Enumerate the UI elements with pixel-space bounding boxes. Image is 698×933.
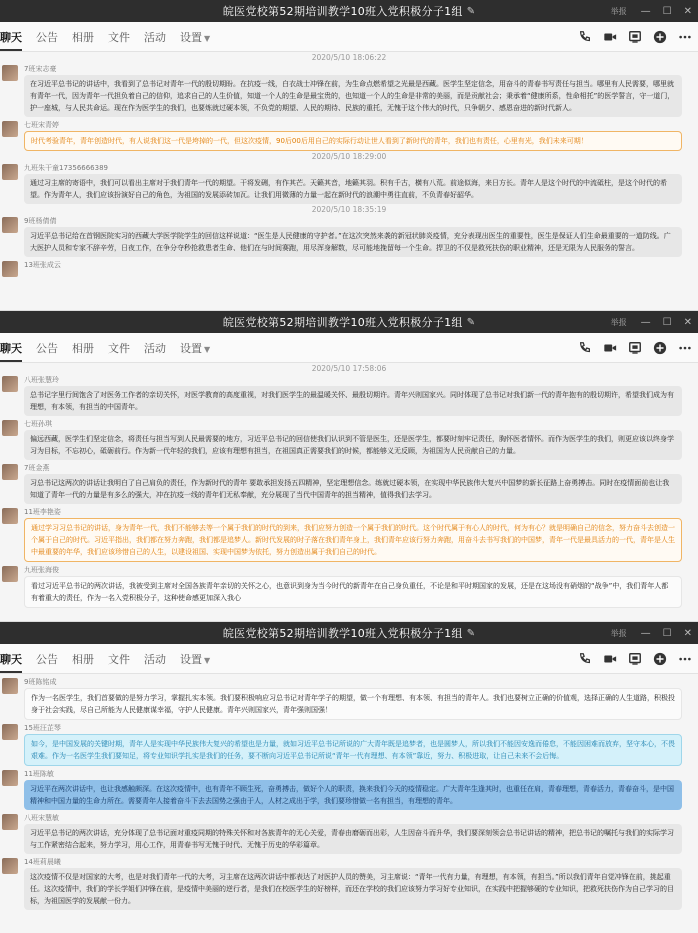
- message-item: [0, 565, 698, 608]
- message-item: [0, 216, 698, 257]
- sender-name[interactable]: 13班张成云: [24, 261, 61, 269]
- phone-icon[interactable]: [578, 652, 592, 666]
- window-controls: [611, 0, 692, 22]
- window-controls: [611, 622, 692, 644]
- sender-name[interactable]: 八班宋慧敏: [24, 814, 59, 822]
- tab-chat[interactable]: 聊天: [0, 651, 22, 673]
- message-timestamp: 2020/5/10 18:06:22: [311, 53, 387, 62]
- message-item: [0, 723, 698, 766]
- screen-share-icon[interactable]: [628, 30, 642, 44]
- add-icon[interactable]: [653, 652, 667, 666]
- sender-name[interactable]: 15班汪芷琴: [24, 724, 61, 732]
- chat-window-2: [0, 311, 698, 622]
- message-bubble[interactable]: 习近平在两次讲话中，也让我感触颇深。在这次疫情中，也有青年不顾生死，奋勇搏击，做好个人的职责，换来我们今天的疫情稳定。广大青年生逢其时，也重任在肩，青春理想，青春活力，青春奋斗，是中国精神和中国力量的生命力所在。需要青年人接着奋斗下去去国势之强由于人，人材之成出于学，我们要珍惜做一名有担当，有理想的青年。: [24, 780, 682, 810]
- message-timestamp: 2020/5/10 17:58:06: [311, 364, 387, 373]
- message-bubble[interactable]: 偏远西藏，医学生们坚定信念，将责任与担当写到人民最需要的地方，习近平总书记的回信使我们认识到不管是医生，还是医学生，都要时刻牢记责任，胸怀医者情怀。而作为医学生的我们，则更应该以终身学习为目标，不忘初心，砥砺前行。作为新一代年轻的我们，应该有理想有担当，在祖国真正需要我们的时候，都能够义无反顾，为祖国为人民贡献自己的力量。: [24, 430, 682, 460]
- message-bubble[interactable]: 作为一名医学生，我们首要做的是努力学习，掌握扎实本领。我们要积极响应习总书记对青年学子的期望，做一个有理想、有本领、有担当的青年人。我们也要树立正确的价值观，选择正确的人生道路，积极投身于社会实践，尽自己所能为人民健康谋幸福，守护人民健康。青年兴则国家兴，青年强则国强！: [24, 688, 682, 720]
- sender-name[interactable]: 9班陈铭成: [24, 678, 57, 686]
- close-icon[interactable]: ✕: [683, 5, 692, 17]
- close-icon[interactable]: ✕: [683, 316, 692, 328]
- avatar[interactable]: [2, 164, 18, 180]
- more-icon[interactable]: [678, 652, 692, 666]
- sender-name[interactable]: 7班金燕: [24, 464, 50, 472]
- report-label[interactable]: 举报: [610, 317, 627, 327]
- window-title: 皖医党校第52期培训教学10班入党积极分子1组: [222, 5, 463, 18]
- sender-name[interactable]: 14班莉晨曦: [24, 858, 61, 866]
- message-item: [0, 507, 698, 562]
- avatar[interactable]: [2, 261, 18, 277]
- message-feed[interactable]: [0, 52, 698, 270]
- minimize-icon[interactable]: —: [640, 5, 651, 17]
- tab-announcement[interactable]: 公告: [36, 30, 58, 44]
- tab-chat[interactable]: 聊天: [0, 340, 22, 362]
- avatar[interactable]: [2, 858, 18, 874]
- more-icon[interactable]: [678, 30, 692, 44]
- sender-name[interactable]: 九班张海俊: [24, 566, 59, 574]
- tab-settings[interactable]: [180, 29, 210, 45]
- report-label[interactable]: 举报: [610, 628, 627, 638]
- tab-bar: [0, 22, 698, 52]
- toolbar: [578, 22, 692, 52]
- message-bubble[interactable]: 如今，是中国发展的关键时期，青年人是实现中华民族伟大复兴的希望也是力量，就如习近平总书记所说的广大青年既是追梦者，也是圆梦人，所以我们不能因安逸而倦怠，不能因困难而放弃，坚守本心，不畏艰难。作为一名医学生我们要知足，将专业知识学扎实是我们的任务，要不断向习近平总书记所说“青年一代有理想、有本领”靠近，努力、积极进取，让自己未来不会后悔。: [24, 734, 682, 766]
- chevron-down-icon: ▼: [204, 655, 211, 665]
- message-bubble[interactable]: 时代考验青年，青年创造时代，有人说我们这一代是垮掉的一代，但这次疫情，90后00后用自己的实际行动让世人看到了新时代的青年，我们也有责任，心里有光，我们未来可期！: [24, 131, 682, 151]
- phone-icon[interactable]: [578, 341, 592, 355]
- minimize-icon[interactable]: —: [640, 627, 651, 639]
- message-item: [0, 857, 698, 910]
- sender-name[interactable]: 七班孙琪: [24, 420, 52, 428]
- avatar[interactable]: [2, 724, 18, 740]
- message-item: [0, 677, 698, 720]
- toolbar: [578, 644, 692, 674]
- report-label[interactable]: 举报: [610, 6, 627, 16]
- more-icon[interactable]: [678, 341, 692, 355]
- message-bubble[interactable]: 看过习近平总书记的两次讲话，我被受到主席对全国各族青年亲切的关怀之心，也意识到身为当今时代的新青年在自己身负重任，不论是和平时期国家的发展，还是在这场没有硝烟的“战争”中，我们青年人都有着重大的责任，作为一名入党积极分子，这种使命感更加深入我心: [24, 576, 682, 608]
- avatar[interactable]: [2, 814, 18, 830]
- window-controls: [611, 311, 692, 333]
- tab-files[interactable]: 文件: [108, 341, 130, 355]
- tab-album[interactable]: 相册: [72, 652, 94, 666]
- edit-icon[interactable]: ✎: [466, 5, 476, 17]
- avatar[interactable]: [2, 678, 18, 694]
- tab-files[interactable]: 文件: [108, 652, 130, 666]
- tab-settings[interactable]: [180, 340, 210, 356]
- sender-name[interactable]: 11班李艳姿: [24, 508, 61, 516]
- message-bubble[interactable]: 总书记字里行间饱含了对医务工作者的亲切关怀，对医学教育的高度重视，对我们医学生的最温暖关怀、最殷切期许。青年兴则国家兴。同时体现了总书记对我们新一代的青年抱有的殷切期许，希望我们成为有理想，有本领，有担当的中国青年。: [24, 386, 682, 416]
- maximize-icon[interactable]: ☐: [662, 627, 672, 639]
- window-title: 皖医党校第52期培训教学10班入党积极分子1组: [222, 627, 463, 640]
- tab-activity[interactable]: 活动: [144, 652, 166, 666]
- toolbar: [578, 333, 692, 363]
- tab-announcement[interactable]: 公告: [36, 652, 58, 666]
- message-item: [0, 769, 698, 810]
- message-feed[interactable]: [0, 363, 698, 608]
- tab-announcement[interactable]: 公告: [36, 341, 58, 355]
- avatar[interactable]: [2, 420, 18, 436]
- tab-bar: [0, 333, 698, 363]
- sender-name[interactable]: 七班宋青婷: [24, 121, 59, 129]
- chat-window-3: [0, 622, 698, 933]
- message-item: [0, 64, 698, 117]
- close-icon[interactable]: ✕: [683, 627, 692, 639]
- message-bubble[interactable]: 通过习主席的寄语中，我们可以看出主席对于我们青年一代的期望。干将发硎，有作其芒。天籁其音，地籁其羽。积有千古，横有八荒。前途似海，来日方长。青年人是这个时代的中流砥柱，是这个时代的希望。作为青年人，我们应该扮演好自己的角色，为祖国的发展添砖加瓦。让我们用微薄的力量一起在新时代的浪潮中勇往直前，不负青春好韶华。: [24, 174, 682, 204]
- sender-name[interactable]: 11班陈敏: [24, 770, 54, 778]
- chat-window-1: [0, 0, 698, 311]
- sender-name[interactable]: 八班张慧玲: [24, 376, 59, 384]
- avatar[interactable]: [2, 508, 18, 524]
- screen-share-icon[interactable]: [628, 341, 642, 355]
- maximize-icon[interactable]: ☐: [662, 5, 672, 17]
- message-item: [0, 813, 698, 854]
- tab-settings-label: 设置: [180, 30, 202, 44]
- message-item: [0, 375, 698, 416]
- message-bubble[interactable]: 习总书记这两次的讲话让我明白了自己肩负的责任，作为新时代的青年 要敢承担发扬五四精神，坚定理想信念。练就过硬本领，在实现中华民族伟大复兴中国梦的新长征路上奋勇搏击。同时在疫情面前也让我知道了青年一代的力量是有多么的强大，冲在抗疫一线的青年们无私奉献，充分展现了当代中国青年的担当精神，值得我们去学习。: [24, 474, 682, 504]
- add-icon[interactable]: [653, 341, 667, 355]
- tab-chat[interactable]: 聊天: [0, 29, 22, 51]
- avatar[interactable]: [2, 217, 18, 233]
- avatar[interactable]: [2, 65, 18, 81]
- tab-settings-label: 设置: [180, 652, 202, 666]
- message-item: [0, 463, 698, 504]
- tab-bar: [0, 644, 698, 674]
- chevron-down-icon: ▼: [204, 344, 211, 354]
- message-bubble[interactable]: 这次疫情不仅是对国家的大考，也是对我们青年一代的大考，习主席在这两次讲话中都表达了对医护人员的赞美，习主席说：“青年一代有力量，有理想，有本领，有担当。”所以我们青年自觉冲锋在前，挑起重任。这次疫情中，我们的学长学姐们冲锋在前，是疫情中美丽的逆行者，是我们在校医学生的好榜样，而还在学校的我们应该努力学习好专业知识，在实践中把握够硬的专业知识，把救死扶伤作为自己学习的目标，为祖国医学的发展献一份力。: [24, 868, 682, 910]
- video-icon[interactable]: [603, 652, 617, 666]
- title-bar: [0, 311, 698, 333]
- message-item: [0, 419, 698, 460]
- message-timestamp: 2020/5/10 18:29:00: [311, 152, 387, 161]
- chevron-down-icon: ▼: [204, 33, 211, 43]
- minimize-icon[interactable]: —: [640, 316, 651, 328]
- sender-name[interactable]: 7班宋志豪: [24, 65, 57, 73]
- tab-files[interactable]: 文件: [108, 30, 130, 44]
- edit-icon[interactable]: ✎: [466, 627, 476, 639]
- message-bubble[interactable]: 习近平总书记给在首钢医院实习的西藏大学医学院学生的回信这样说道：“医生是人民健康的守护者。”在这次突然来袭的新冠状肺炎疫情，充分表现出医生的重要性，医生是保证人们生命最重要的一道防线。广大医护人员和专家不辞辛劳，日夜工作，在争分夺秒抢救患者生命、他们在与时间赛跑，用尽浑身解数，尽可能地挽留每一个生命。捍卫的不仅是救死扶伤的职业精神，还是无限为人民服务的誓言。: [24, 227, 682, 257]
- screen-share-icon[interactable]: [628, 652, 642, 666]
- tab-settings-label: 设置: [180, 341, 202, 355]
- message-item: [0, 120, 698, 151]
- title-bar: [0, 0, 698, 22]
- avatar[interactable]: [2, 566, 18, 582]
- sender-name[interactable]: 9班杨倩倩: [24, 217, 57, 225]
- title-bar: [0, 622, 698, 644]
- sender-name[interactable]: 九班朱干童17356666389: [24, 164, 108, 172]
- window-title: 皖医党校第52期培训教学10班入党积极分子1组: [222, 316, 463, 329]
- edit-icon[interactable]: ✎: [466, 316, 476, 328]
- message-item: [0, 163, 698, 204]
- maximize-icon[interactable]: ☐: [662, 316, 672, 328]
- tab-settings[interactable]: [180, 651, 210, 667]
- message-bubble[interactable]: 在习近平总书记的讲话中，我看到了总书记对青年一代的殷切期盼。在抗疫一线，白衣战士冲锋在前，为生命点燃希望之光最是西藏。医学生坚定信念，用奋斗的青春书写责任与担当。哪里有人民需要，哪里就有青年一代，因为青年一代担负着自己的信仰，追求自己的人生价值，知道一个人的生命是最宝贵的，也知道一个人的生命是非常的美丽，而是贡献社会；秉承着“健康所系，性命相托”的医学誓言，守一道门，护一座城，与人民共命运。现在作为医学生的我们，也要炼就过硬本领，不负党的期望、人民的期待、民族的重托，无愧于这个伟大的时代，只争朝夕、感恩奋进的新时代新人。: [24, 75, 682, 117]
- add-icon[interactable]: [653, 30, 667, 44]
- avatar[interactable]: [2, 464, 18, 480]
- avatar[interactable]: [2, 770, 18, 786]
- tab-album[interactable]: 相册: [72, 30, 94, 44]
- tab-activity[interactable]: 活动: [144, 341, 166, 355]
- video-icon[interactable]: [603, 30, 617, 44]
- tab-album[interactable]: 相册: [72, 341, 94, 355]
- message-item: [0, 260, 698, 270]
- tab-activity[interactable]: 活动: [144, 30, 166, 44]
- video-icon[interactable]: [603, 341, 617, 355]
- message-feed[interactable]: [0, 674, 698, 910]
- message-bubble[interactable]: 通过学习习总书记的讲话，身为青年一代，我们不能够去等一个属于我们的时代的到来，我们应努力创造一个属于我们的时代。这个时代属于有心人的时代，何为有心？就是明确自己的信念，努力奋斗去创造一个属于自己的时代。习近平指出，我们都在努力奔跑，我们都是追梦人。新时代发展的时子落在我们青年身上，我们青年应该行努力奔跑，用奋斗去书写我们的中国梦，青年一代是最具活力的一代，青年是人生中最重要的年华，我们应该珍惜自己的人生，以建设祖国、实现中国梦为依托，努力创造出属于我们自己的时代。: [24, 518, 682, 562]
- avatar[interactable]: [2, 376, 18, 392]
- message-timestamp: 2020/5/10 18:35:19: [311, 205, 387, 214]
- phone-icon[interactable]: [578, 30, 592, 44]
- avatar[interactable]: [2, 121, 18, 137]
- message-bubble[interactable]: 习近平总书记的两次讲话，充分体现了总书记面对重疫同期的特殊关怀和对各族青年的无心关爱，青春由磨砺而出彩，人生因奋斗而升华，我们要深刻领会总书记讲话的精神，把总书记的嘱托与我们的实际学习与工作紧密结合起来，努力学习，用心工作，用青春书写无愧于时代、无愧于历史的华彩篇章。: [24, 824, 682, 854]
